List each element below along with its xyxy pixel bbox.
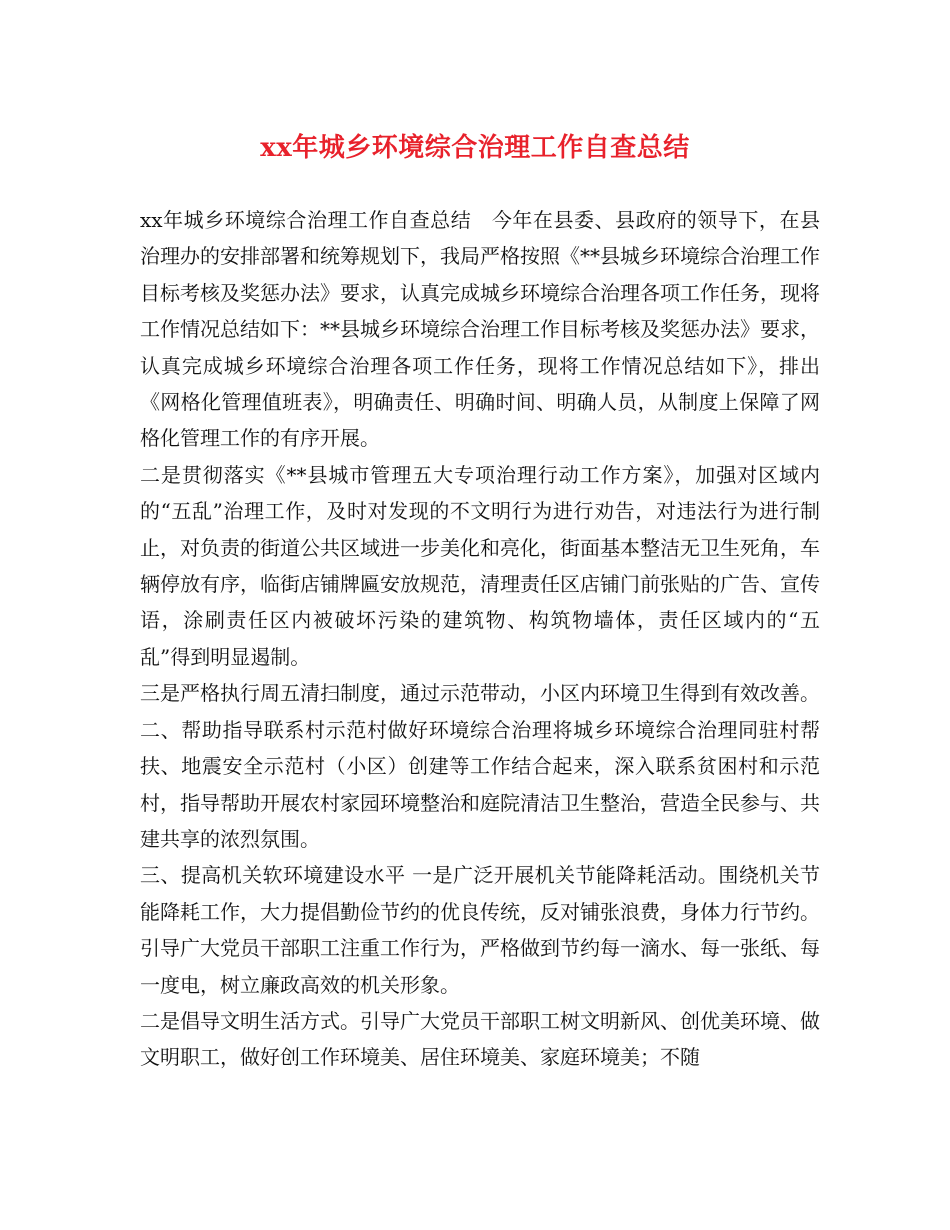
paragraph-intro: xx年城乡环境综合治理工作自查总结 今年在县委、县政府的领导下，在县治理办的安排部署和统筹规划下，我局严格按照《**县城乡环境综合治理工作目标考核及奖惩办法》要求，认真完成城乡环境综合治理各项工作任务，现将工作情况总结如下：**县城乡环境综合治理工作目标考核及奖惩办法》要求，认真完成城乡环境综合治理各项工作任务，现将工作情况总结如下》，排出《网格化管理值班表》，明确责任、明确时间、明确人员，从制度上保障了网格化管理工作的有序开展。 [140,208,820,451]
paragraph-civilized-lifestyle: 二是倡导文明生活方式。引导广大党员干部职工树文明新风、创优美环境、做文明职工，做好创工作环境美、居住环境美、家庭环境美；不随 [140,1008,820,1070]
document-title: xx年城乡环境综合治理工作自查总结 [260,133,690,163]
paragraph-section-three: 三、提高机关软环境建设水平 一是广泛开展机关节能降耗活动。围绕机关节能降耗工作，大力提倡勤俭节约的优良传统，反对铺张浪费，身体力行节约。引导广大党员干部职工注重工作行为，严格做到节约每一滴水、每一张纸、每一度电，树立廉政高效的机关形象。 [140,863,820,997]
document-body [140,202,820,1076]
paragraph-point-two-implementation: 二是贯彻落实《**县城市管理五大专项治理行动工作方案》，加强对区域内的“五乱”治理工作，及时对发现的不文明行为进行劝告，对违法行为进行制止，对负责的街道公共区域进一步美化和亮化，街面基本整洁无卫生死角，车辆停放有序，临街店铺牌匾安放规范，清理责任区店铺门前张贴的广告、宣传语，涂刷责任区内被破坏污染的建筑物、构筑物墙体，责任区域内的“五乱”得到明显遏制。 [140,462,820,669]
paragraph-section-two: 二、帮助指导联系村示范村做好环境综合治理将城乡环境综合治理同驻村帮扶、地震安全示范村（小区）创建等工作结合起来，深入联系贫困村和示范村，指导帮助开展农村家园环境整治和庭院清洁卫生整治，营造全民参与、共建共享的浓烈氛围。 [140,717,820,851]
paragraph-point-three-cleaning: 三是严格执行周五清扫制度，通过示范带动，小区内环境卫生得到有效改善。 [140,681,820,706]
